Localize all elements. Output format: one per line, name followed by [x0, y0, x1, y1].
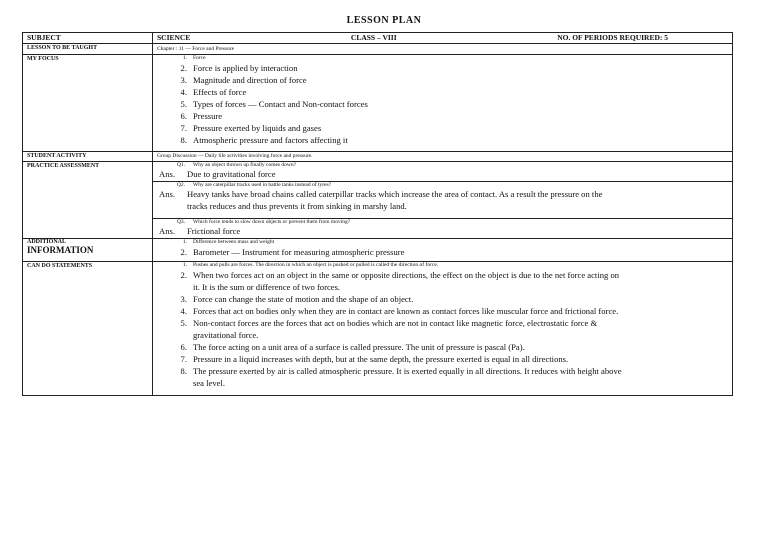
list-item-number: 4. — [180, 306, 187, 316]
activity-value: Group Discussion — Daily life activities involving force and pressure. — [153, 152, 733, 162]
additional-list — [157, 239, 728, 258]
list-item-text: The pressure exerted by air is called atmospheric pressure. It is exerted equally in all directions. It reduces with height above sea level. — [193, 366, 622, 388]
list-item-text: Pressure — [193, 111, 223, 121]
list-item — [157, 317, 622, 341]
additional-label-bottom: INFORMATION — [27, 245, 94, 255]
practice-content — [153, 162, 733, 239]
list-item — [157, 239, 728, 246]
list-item-text: Atmospheric pressure and factors affecting it — [193, 135, 348, 145]
answer-label: Ans. — [159, 226, 175, 236]
list-item — [157, 365, 622, 389]
list-item-number: 7. — [180, 123, 187, 133]
list-item-text: Pressure in a liquid increases with depth, but at the same depth, the pressure exerted is equal in all directions. — [193, 354, 569, 364]
list-item — [157, 269, 622, 293]
list-item-text: Forces that act on bodies only when they are in contact are known as contact forces like muscular force and frictional force. — [193, 306, 619, 316]
list-item-number: 6. — [180, 342, 187, 352]
answer-text: Frictional force — [187, 226, 241, 236]
list-item-number: 4. — [180, 87, 187, 97]
lesson-row — [23, 44, 733, 55]
class-label: CLASS – VIII — [350, 33, 397, 42]
question-text: Which force tends to slow down objects or prevent them from moving? — [193, 219, 351, 225]
additional-content — [153, 239, 733, 262]
focus-content — [153, 55, 733, 152]
question-text: Why are caterpillar tracks used in battle tanks instead of tyres? — [193, 182, 332, 188]
question-text: Why an object thrown up finally comes down? — [193, 162, 297, 168]
lesson-plan-table — [22, 32, 733, 396]
header-row — [23, 33, 733, 44]
list-item-number: 1. — [182, 262, 187, 268]
list-item — [157, 55, 728, 62]
practice-row — [23, 162, 733, 239]
list-item-text: Magnitude and direction of force — [193, 75, 307, 85]
subject-value: SCIENCE — [157, 33, 191, 42]
list-item — [157, 98, 728, 110]
qa-block — [153, 219, 732, 238]
list-item-text: Effects of force — [193, 87, 247, 97]
periods-label: NO. OF PERIODS REQUIRED: 5 — [557, 33, 668, 42]
question-number: Q1. — [176, 162, 185, 168]
list-item-text: Force can change the state of motion and the shape of an object. — [193, 294, 414, 304]
list-item-number: 3. — [180, 75, 187, 85]
list-item-number: 8. — [180, 135, 187, 145]
additional-row — [23, 239, 733, 262]
list-item-text: Force — [193, 55, 206, 61]
qa-block — [153, 162, 732, 182]
qa-block — [153, 182, 732, 219]
list-item-number: 5. — [180, 99, 187, 109]
answer-label: Ans. — [159, 189, 175, 199]
list-item — [157, 62, 728, 74]
list-item — [157, 305, 622, 317]
answer-label: Ans. — [159, 169, 175, 179]
list-item — [157, 293, 622, 305]
cando-content — [153, 262, 733, 396]
activity-label: STUDENT ACTIVITY — [23, 152, 153, 162]
list-item-number: 6. — [180, 111, 187, 121]
list-item — [157, 262, 622, 269]
activity-row — [23, 152, 733, 162]
list-item-text: Pressure exerted by liquids and gases — [193, 123, 322, 133]
list-item-number: 5. — [180, 318, 187, 328]
answer-text: Heavy tanks have broad chains called caterpillar tracks which increase the area of contact. As a result the pressure on the tracks reduces and thus prevents it from sinking in marshy land. — [187, 189, 603, 211]
additional-label — [23, 239, 153, 262]
list-item-text: Pushes and pulls are forces. The direction in which an object is pushed or pulled is called the direction of force. — [193, 262, 439, 268]
list-item — [157, 134, 728, 146]
list-item-number: 3. — [180, 294, 187, 304]
cando-label: CAN DO STATEMENTS — [23, 262, 153, 396]
header-values — [153, 33, 733, 44]
practice-label: PRACTICE ASSESSMENT — [23, 162, 153, 239]
focus-list — [157, 55, 728, 146]
list-item — [157, 74, 728, 86]
lesson-label: LESSON TO BE TAUGHT — [23, 44, 153, 55]
list-item-number: 2. — [180, 63, 187, 73]
list-item-text: Force is applied by interaction — [193, 63, 298, 73]
focus-row — [23, 55, 733, 152]
list-item — [157, 246, 728, 258]
list-item — [157, 110, 728, 122]
list-item-number: 8. — [180, 366, 187, 376]
list-item-text: Non-contact forces are the forces that act on bodies which are not in contact like magnetic force, electrostatic force & gravitational force. — [193, 318, 598, 340]
page-title: LESSON PLAN — [346, 15, 422, 26]
list-item-text: Barometer — Instrument for measuring atmospheric pressure — [193, 247, 405, 257]
question-number: Q2. — [176, 182, 185, 188]
list-item-number: 7. — [180, 354, 187, 364]
subject-label: SUBJECT — [23, 33, 153, 44]
additional-label-top: ADDITIONAL — [27, 239, 67, 245]
list-item-number: 2. — [180, 270, 187, 280]
list-item — [157, 341, 622, 353]
answer-text: Due to gravitational force — [187, 169, 276, 179]
list-item — [157, 122, 728, 134]
cando-list — [157, 262, 622, 389]
list-item-number: 2. — [180, 247, 187, 257]
list-item — [157, 353, 622, 365]
list-item-text: Types of forces — Contact and Non-contact forces — [193, 99, 368, 109]
question-number: Q3. — [176, 219, 185, 225]
cando-row — [23, 262, 733, 396]
qa-list — [153, 162, 732, 238]
list-item-text: The force acting on a unit area of a surface is called pressure. The unit of pressure is pascal (Pa). — [193, 342, 525, 352]
focus-label: MY FOCUS — [23, 55, 153, 152]
list-item-number: 1. — [182, 55, 187, 61]
list-item-text: When two forces act on an object in the same or opposite directions, the effect on the object is due to the net force acting on it. It is the sum or difference of two forces. — [193, 270, 620, 292]
list-item-number: 1. — [182, 239, 187, 245]
lesson-value: Chapter : 11 — Force and Pressure — [153, 44, 733, 55]
list-item-text: Difference between mass and weight — [193, 239, 275, 245]
list-item — [157, 86, 728, 98]
